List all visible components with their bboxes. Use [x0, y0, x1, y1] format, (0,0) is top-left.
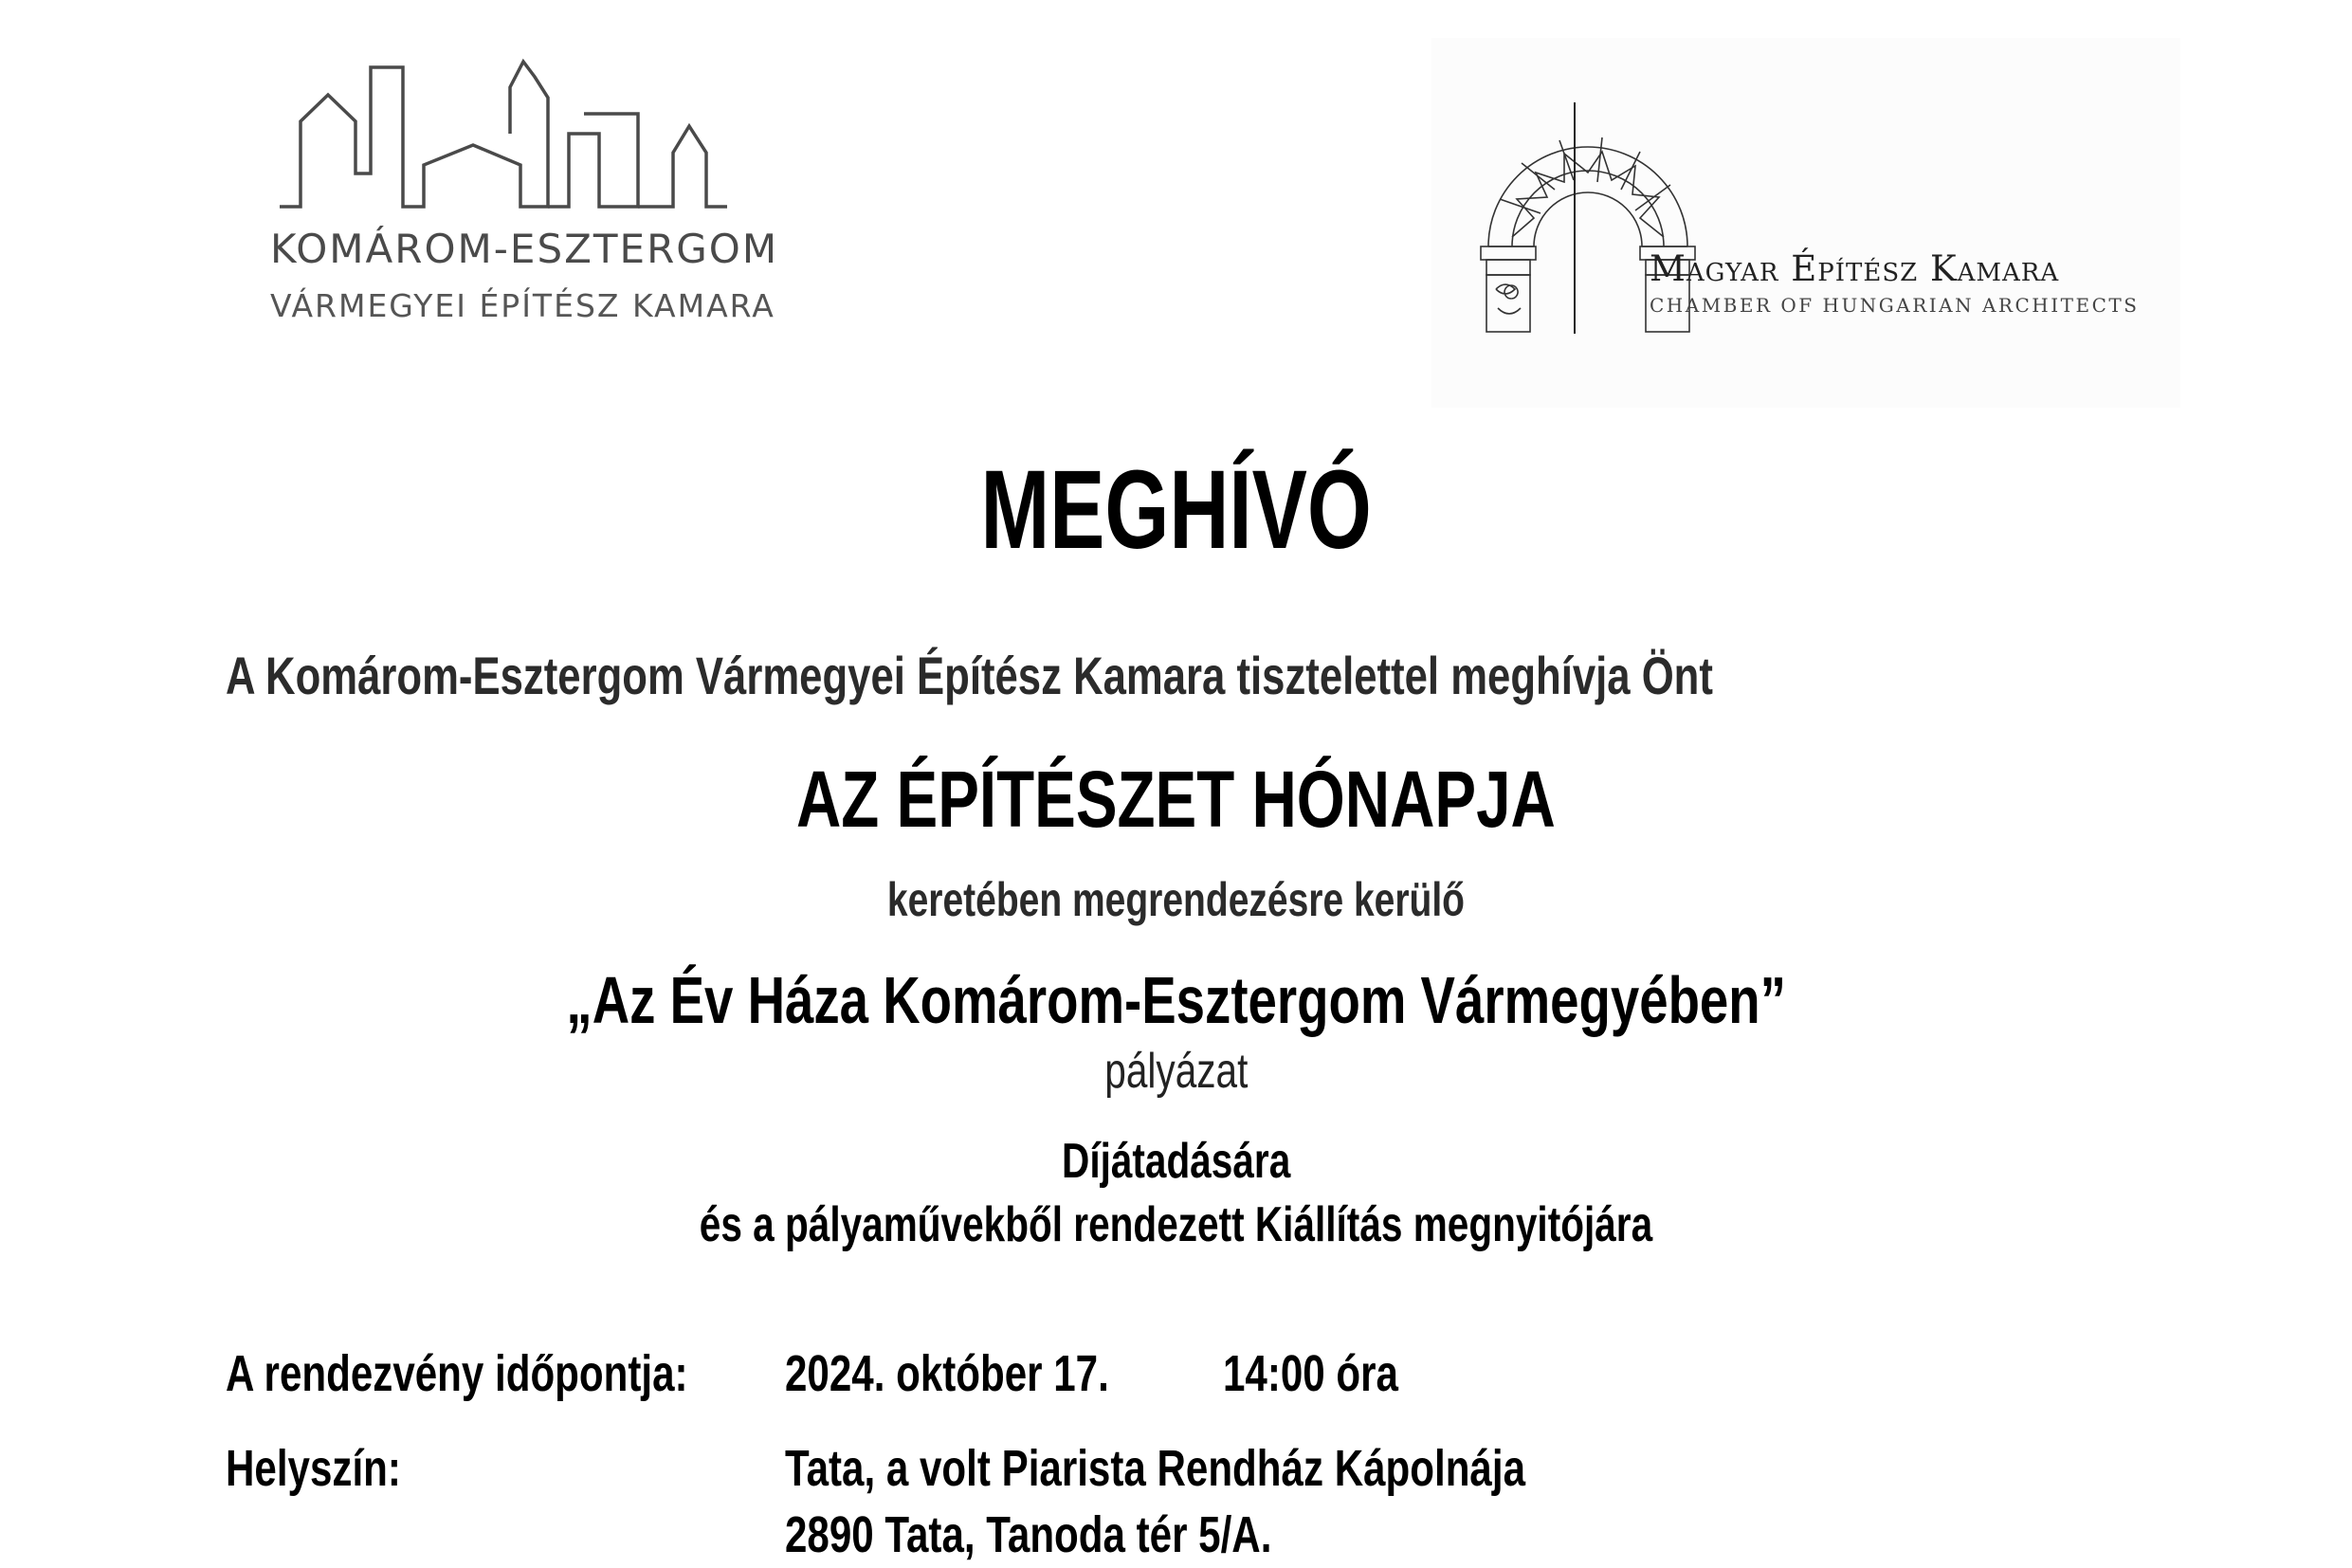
chamber-name-en: CHAMBER OF HUNGARIAN ARCHITECTS — [1650, 294, 2140, 317]
venue-name: Tata, a volt Piarista Rendház Kápolnája — [785, 1440, 1525, 1497]
page-title — [0, 446, 2352, 574]
venue-address: 2890 Tata, Tanoda tér 5/A. — [785, 1506, 1272, 1563]
date-label: A rendezvény időpontja: — [226, 1345, 688, 1402]
award-ceremony-text: Díjátadására — [1061, 1134, 1291, 1189]
exhibition-opening-text: és a pályaművekből rendezett Kiállítás megnyitójára — [699, 1197, 1653, 1252]
date-value: 2024. október 17. — [785, 1345, 1109, 1402]
competition-label: pályázat — [1103, 1044, 1249, 1099]
time-value: 14:00 óra — [1223, 1345, 1398, 1402]
hungarian-architects-chamber-logo — [1431, 38, 2180, 408]
event-name: AZ ÉPÍTÉSZET HÓNAPJA — [796, 755, 1556, 844]
city-skyline-icon — [270, 46, 820, 226]
invitation-intro: A Komárom-Esztergom Vármegyei Építész Kamara tisztelettel meghívja Önt — [226, 646, 1713, 705]
competition-title: „Az Év Háza Komárom-Esztergom Vármegyében” — [566, 963, 1786, 1037]
chamber-name-line2: VÁRMEGYEI ÉPÍTÉSZ KAMARA — [270, 287, 775, 324]
title-text: MEGHÍVÓ — [980, 447, 1372, 573]
venue-label: Helyszín: — [226, 1440, 401, 1497]
chamber-name-line1: KOMÁROM-ESZTERGOM — [270, 226, 779, 272]
komarom-esztergom-chamber-logo — [270, 46, 820, 330]
arch-icon — [1469, 95, 1697, 379]
chamber-name-hu: Magyar Építész Kamara — [1650, 248, 2060, 289]
framework-text: keretében megrendezésre kerülő — [886, 873, 1466, 926]
